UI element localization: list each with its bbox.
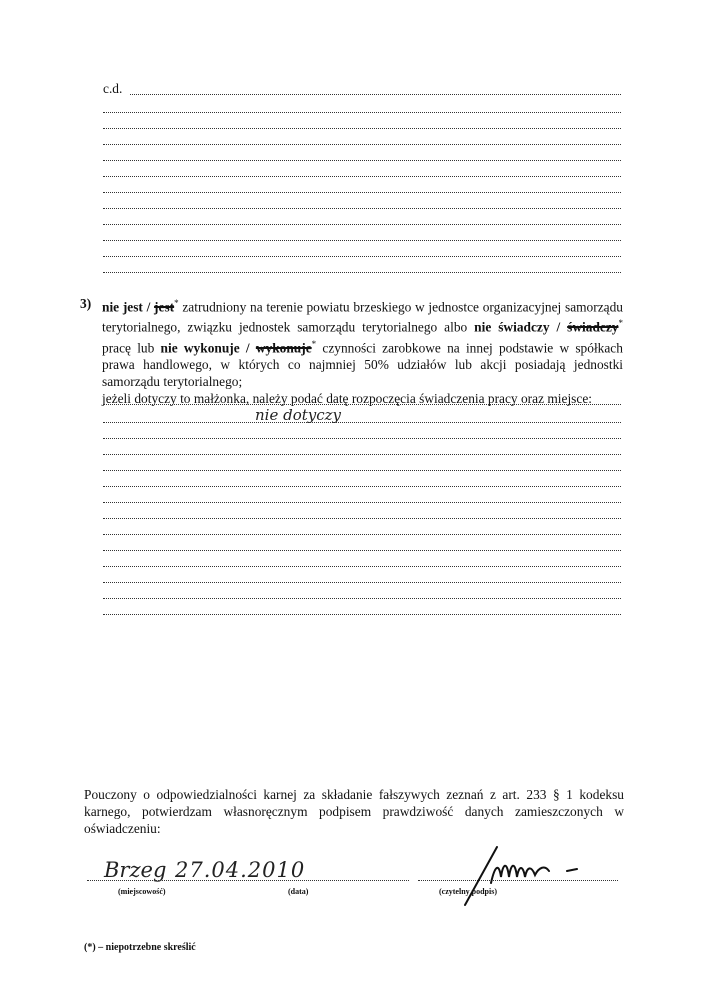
signature-caption: (czytelny podpis) — [439, 887, 497, 896]
option-not-provides: nie świadczy / — [474, 319, 561, 335]
option-is-struck: jest — [154, 299, 175, 315]
option-performs-struck: wykonuje — [255, 340, 312, 356]
item-number: 3) — [80, 296, 92, 311]
place-caption: (miejscowość) — [118, 887, 166, 896]
dotted-line — [103, 550, 621, 551]
date-caption: (data) — [288, 887, 309, 896]
dotted-line — [103, 208, 621, 209]
text-spouse: jeżeli dotyczy to małżonka, należy podać datę rozpoczęcia świadczenia pracy oraz miejsce: — [102, 391, 592, 407]
dotted-line — [103, 614, 621, 615]
text-rest: czynności zarobkowe na innej podstawie w spółkach prawa handlowego, w których co najmniej 50% udziałów lub akcji posiadają jednostki samorządu terytorialnego; — [102, 340, 623, 390]
dotted-line — [103, 582, 621, 583]
declaration-text: Pouczony o odpowiedzialności karnej za składanie fałszywych zeznań z art. 233 § 1 kodeksu karnego, potwierdzam własnoręcznym podpisem prawdziwość danych zamieszczonych w oświadczeniu: — [84, 787, 624, 836]
option-provides-struck: świadczy — [567, 319, 619, 335]
dotted-line — [103, 404, 621, 405]
dotted-line — [103, 128, 621, 129]
dotted-line — [103, 486, 621, 487]
dotted-line — [103, 256, 621, 257]
dotted-line — [103, 272, 621, 273]
dotted-line — [103, 176, 621, 177]
handwritten-date: 27.04.2010 — [175, 858, 306, 882]
footnote: (*) – niepotrzebne skreślić — [84, 942, 196, 953]
dotted-line — [103, 160, 621, 161]
dotted-line — [103, 470, 621, 471]
dotted-line — [103, 240, 621, 241]
dotted-line — [103, 454, 621, 455]
text-employed: zatrudniony na terenie powiatu brzeskiego w jednostce organizacyjnej samorządu terytorialnego, związku jednostek samorządu terytorialnego albo — [102, 299, 623, 335]
item-3-text: nie jest / jest* zatrudniony na terenie powiatu brzeskiego w jednostce organizacyjnej samorządu terytorialnego, związku jednostek samorządu terytorialnego albo nie świadczy / świadczy* pracę lub nie wykonuje / wykonuje* czynności zarobkowe na innej podstawie w spółkach prawa handlowego, w których co najmniej 50% udziałów lub akcji posiadają jednostki samorządu terytorialnego; jeżeli dotyczy to małżonka, należy podać datę rozpoczęcia świadczenia pracy oraz miejsce: — [102, 298, 623, 407]
dotted-line — [103, 438, 621, 439]
dotted-line — [130, 94, 621, 95]
text-work: pracę lub — [102, 340, 155, 356]
dotted-line — [103, 518, 621, 519]
dotted-line — [103, 144, 621, 145]
handwritten-answer: nie dotyczy — [255, 406, 342, 424]
option-not-is: nie jest / — [102, 299, 151, 315]
dotted-line — [103, 502, 621, 503]
place-date-line — [87, 880, 409, 881]
handwritten-signature — [455, 835, 605, 915]
continuation-label: c.d. — [103, 81, 123, 96]
dotted-line — [103, 598, 621, 599]
dotted-line — [103, 422, 621, 423]
handwritten-place: Brzeg — [104, 858, 167, 882]
item-3 — [80, 295, 623, 407]
dotted-line — [103, 566, 621, 567]
option-not-performs: nie wykonuje / — [160, 340, 250, 356]
dotted-line — [103, 534, 621, 535]
dotted-line — [103, 112, 621, 113]
dotted-line — [103, 224, 621, 225]
dotted-line — [103, 192, 621, 193]
